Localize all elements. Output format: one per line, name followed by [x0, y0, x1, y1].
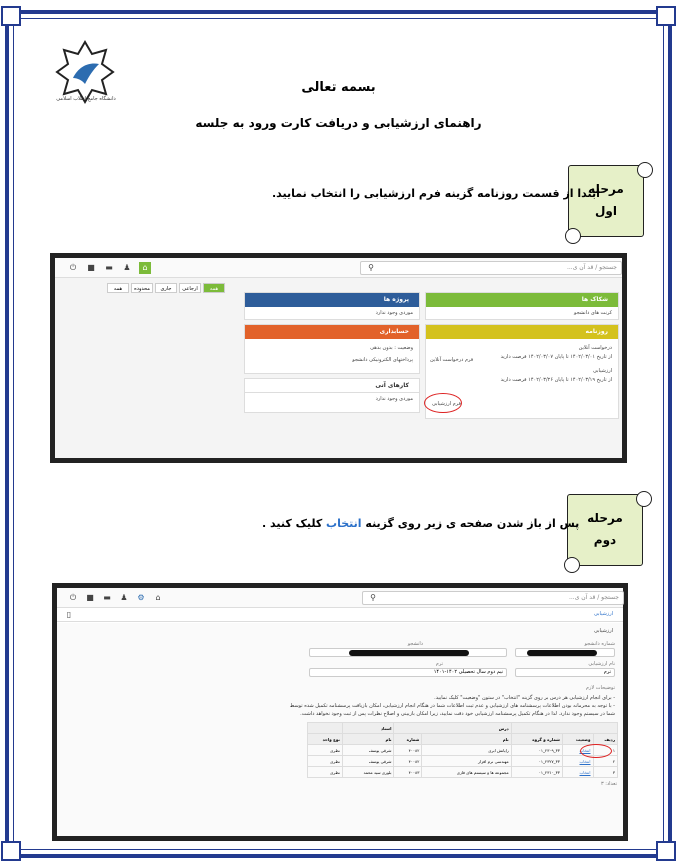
- term-label: ترم: [435, 661, 443, 667]
- table-total: تعداد: ۳: [600, 781, 617, 787]
- corner-ornament: [1, 841, 21, 861]
- news-card: [425, 292, 619, 320]
- accounting-card-title: حسابداری: [245, 325, 419, 339]
- projects-card: [244, 292, 420, 320]
- inbox-icon[interactable]: ▬: [103, 593, 111, 602]
- power-icon[interactable]: ⏻: [69, 263, 77, 272]
- notes-line-3: شما در سیستم وجود ندارد. لذا در هنگام تکمیل پرسشنامه ارزشیابی خود دقت نمایید، زیرا امکان بازبینی و اصلاح نظرات پس از ثبت وجود نخواهد داشت.: [300, 711, 615, 717]
- top-toolbar-2: [57, 588, 623, 608]
- breadcrumb-bar: [57, 608, 623, 622]
- tasks-card-text: موردی وجود ندارد: [375, 396, 413, 402]
- highlight-circle: [424, 393, 462, 413]
- notes-title: توضیحات لازم: [585, 685, 615, 691]
- tab-all-2[interactable]: همه: [107, 283, 129, 293]
- notes-line-1: - برای انجام ارزشیابی هر درس بر روی گزینه "انتخاب" در ستون "وضعیت" کلیک نمایید.: [434, 695, 615, 701]
- bookmark-icon[interactable]: ▯: [66, 610, 72, 619]
- news-card-item[interactable]: کرنت های دانشجو: [574, 310, 612, 316]
- table-header: شماره و گروه: [511, 734, 562, 745]
- daily-row1-text: از تاریخ ۱۴۰۲/۰۳/۰۱ تا پایان ۱۴۰۲/۰۳/۰۷ فرصت دارید: [500, 354, 612, 360]
- inbox-icon[interactable]: ▬: [105, 263, 113, 272]
- redacted-code: [527, 650, 597, 656]
- settings-icon[interactable]: ⚙: [137, 593, 145, 602]
- search-icon[interactable]: ⚲: [370, 593, 376, 602]
- daily-row1-link[interactable]: فرم درخواست آنلاین: [430, 357, 474, 363]
- highlight-circle: [580, 744, 612, 758]
- top-toolbar: [55, 258, 622, 278]
- tab-referral[interactable]: ارجاعی: [179, 283, 201, 293]
- step-1-instruction: ابتدا از قسمت روزنامه گزینه فرم ارزشیابی را انتخاب نمایید.: [272, 187, 600, 200]
- teacher-group-header: استاد: [342, 723, 394, 734]
- evaluation-form-link[interactable]: فرم ارزشیابی: [432, 401, 461, 407]
- step-2-instruction: پس از باز شدن صفحه ی زیر روی گزینه انتخاب کلیک کنید .: [262, 517, 580, 530]
- projects-card-title: پروژه ها: [245, 293, 419, 307]
- tasks-card-title: کارهای آتی: [245, 379, 419, 393]
- corner-ornament: [656, 6, 676, 26]
- step-2-label: مرحله: [587, 511, 623, 525]
- courses-table: [307, 722, 618, 778]
- accounting-card-text: وضعیت : بدون بدهی: [370, 345, 413, 351]
- table-row: ۳ انتخاب ۳۳_۲۳۱۰_۰۱ مجموعه ها و سیستم های فازی ۴۰۰۸۳ بلوری سید محمد نظری: [308, 767, 618, 778]
- daily-row2-title: ارزشیابی: [593, 368, 612, 374]
- evaluation-name-label: نام ارزشیابی: [588, 661, 615, 667]
- tasks-card: [244, 378, 420, 413]
- search-input-2[interactable]: جستجو / قد آن ی...: [362, 591, 624, 605]
- daily-row2-text: از تاریخ ۱۴۰۲/۰۳/۱۹ تا پایان ۱۴۰۲/۰۳/۲۶ فرصت دارید: [500, 377, 612, 383]
- select-link[interactable]: انتخاب: [562, 745, 593, 756]
- projects-card-text: موردی وجود ندارد: [375, 310, 413, 316]
- select-keyword: انتخاب: [326, 517, 362, 530]
- evaluation-content: [57, 623, 623, 836]
- select-link[interactable]: انتخاب: [562, 756, 593, 767]
- step-1-label: مرحله: [588, 182, 624, 196]
- table-header: نام: [422, 734, 511, 745]
- folder-icon[interactable]: ■: [86, 593, 94, 602]
- logo-caption: دانشگاه جامع انقلاب اسلامی: [56, 96, 116, 102]
- daily-card: [425, 324, 619, 419]
- table-header: وضعیت: [562, 734, 593, 745]
- student-code-label: شماره دانشجو: [584, 641, 615, 647]
- user-icon[interactable]: ♟: [123, 263, 131, 272]
- student-label: دانشجو: [407, 641, 423, 647]
- redacted-name: [349, 650, 469, 656]
- daily-row1-title: درخواست آنلاین: [578, 345, 612, 351]
- page-title: بسمه تعالی: [301, 80, 376, 95]
- screenshot-dashboard: [50, 253, 627, 463]
- table-header: نام: [342, 734, 394, 745]
- corner-ornament: [656, 841, 676, 861]
- user-icon[interactable]: ♟: [120, 593, 128, 602]
- corner-ornament: [1, 6, 21, 26]
- daily-card-title: روزنامه: [426, 325, 618, 339]
- search-input[interactable]: جستجو / قد آن ی...: [360, 261, 622, 275]
- tab-current[interactable]: جاری: [155, 283, 177, 293]
- evaluation-name-field: ترم: [515, 668, 615, 677]
- select-link[interactable]: انتخاب: [562, 767, 593, 778]
- home-icon[interactable]: ⌂: [155, 593, 161, 602]
- tab-all[interactable]: همه: [203, 283, 225, 293]
- table-row: ۱ انتخاب ۳۳_۲۳۰۹_۰۱ رایانش ابری ۴۰۰۸۲ شرقی یوسف نظری: [308, 745, 618, 756]
- dashboard-area: [55, 278, 622, 458]
- table-header: ردیف: [593, 734, 618, 745]
- page-subtitle: راهنمای ارزشیابی و دریافت کارت ورود به جلسه: [195, 116, 482, 130]
- course-group-header: درس: [394, 723, 511, 734]
- power-icon[interactable]: ⏻: [69, 593, 77, 602]
- news-card-title: شکاک ها: [426, 293, 618, 307]
- home-icon[interactable]: ⌂: [139, 262, 151, 274]
- accounting-card: [244, 324, 420, 374]
- term-field: نیم دوم سال تحصیلی ۱۴۰۲-۱۴۰۱: [309, 668, 507, 677]
- table-header: شماره: [394, 734, 422, 745]
- step-2-number: دوم: [593, 533, 617, 547]
- notes-line-2: - با توجه به محرمانه بودن اطلاعات پرسشنامه های ارزشیابی و عدم ثبت اطلاعات شما در هنگام انجام ارزشیابی، امکان بازیافت پرسشنامه تکمیل شده توسط: [289, 703, 615, 709]
- section-title: ارزشیابی: [594, 628, 613, 634]
- breadcrumb[interactable]: ارزشیابی: [594, 611, 613, 617]
- accounting-card-link[interactable]: پرداختهای الکترونیکی دانشجو: [352, 357, 413, 363]
- folder-icon[interactable]: ■: [87, 263, 95, 272]
- step-2-scroll: [567, 494, 643, 566]
- tab-range[interactable]: محدوده: [131, 283, 153, 293]
- table-row: ۲ انتخاب ۳۳_۲۳۲۷_۰۱ مهندسی نرم افزار ۴۰۰۸۲ شرقی یوسف نظری: [308, 756, 618, 767]
- step-1-scroll: [568, 165, 644, 237]
- screenshot-evaluation: [52, 583, 628, 841]
- search-icon[interactable]: ⚲: [368, 263, 374, 272]
- table-header: نوع واحد: [308, 734, 343, 745]
- step-1-number: اول: [595, 204, 617, 218]
